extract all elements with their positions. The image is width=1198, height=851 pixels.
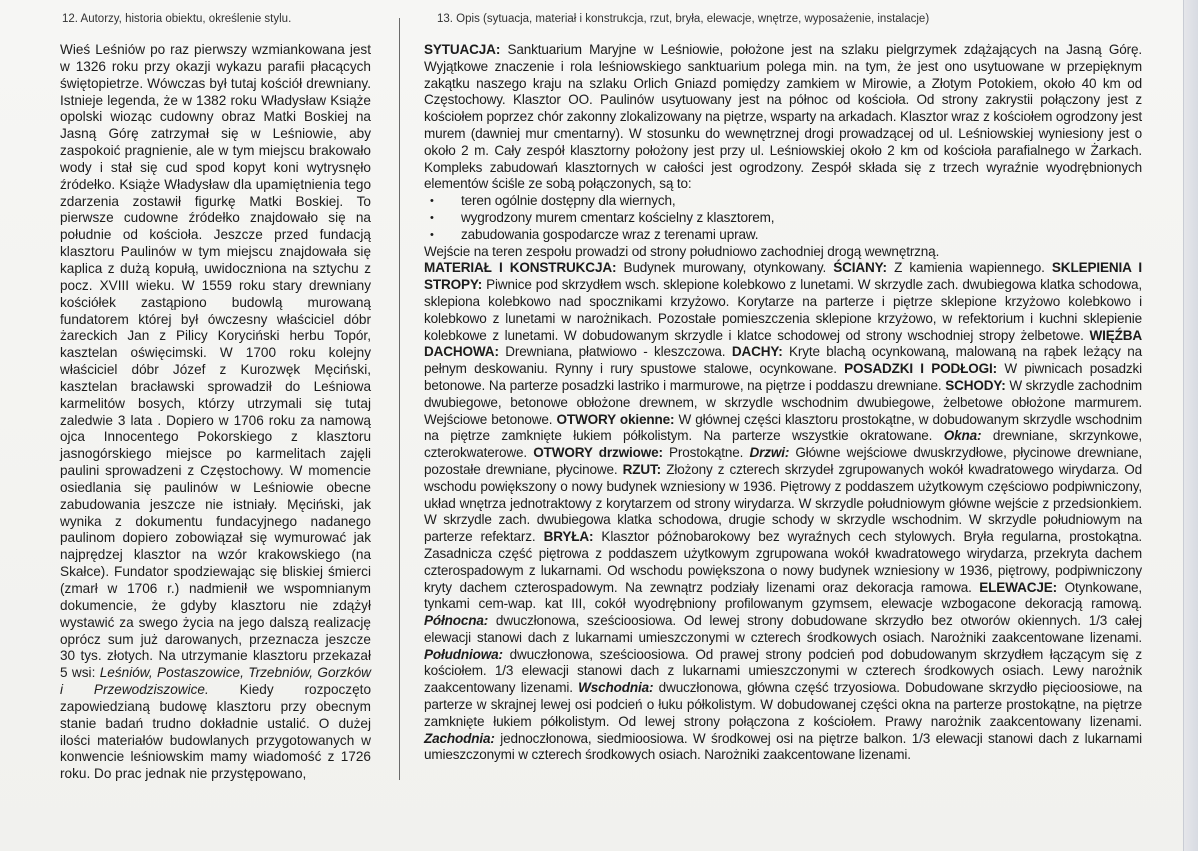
list-item: • wygrodzony murem cmentarz kościelny z klasztorem,: [424, 210, 1142, 227]
situation-paragraph: SYTUACJA: Sanktuarium Maryjne w Leśniowie, położone jest na szlaku pielgrzymek zdążających na Jasną Górę. Wyjątkowe znaczenie i rola leśniowskiego sanktuarium polega min. na tym, że jest ono usytuowane w przepięknym zakątku naszego kraju na szlaku Orlich Gniazd pomiędzy zamkiem w Mirowie, a Złotym Potokiem, około 40 km od Częstochowy. Klasztor OO. Paulinów usytuowany jest na północ od kościoła. Od strony zakrystii połączony jest z kościołem poprzez chór zakonny zlokalizowany na piętrze, wsparty na arkadach. Klasztor wraz z kościołem ogrodzony jest murem (dawniej mur cmentarny). W stosunku do wewnętrznej drogi prowadzącej od ul. Leśniowskiej wyniesiony jest o około 2 m. Cały zespół klasztorny położony jest przy ul. Leśniowskiej około 2 km od kościoła parafialnego w Żarkach. Kompleks zabudowań klasztornych w całości jest ogrodzony. Zespół składa się z trzech wyraźnie wyodrębnionych elementów ściśle ze sobą połączonych, są to:: [424, 42, 1142, 192]
left-column-text: [60, 42, 371, 783]
entrance-line: Wejście na teren zespołu prowadzi od strony południowo zachodniej drogą wewnętrzną.: [424, 243, 940, 259]
construction-paragraph: MATERIAŁ I KONSTRUKCJA: Budynek murowany, otynkowany. ŚCIANY: Z kamienia wapiennego. SKLEPIENIA I STROPY: Piwnice pod skrzydłem wsch. sklepione kolebkowo z lunetami. W skrzydle zach. dwubiegowa klatka schodowa, sklepiona kolebkowo nad spocznikami krzyżowo. Korytarze na parterze i piętrze sklepione krzyżowo kolebkowo i kolebkowo z lunetami w narożnikach. Pozostałe pomieszczenia sklepione krzyżowo, w refektorium i kuchni sklepienie kolebkowe z lunetami. W dobudowanym skrzydle i klatce schodowej od strony wschodniej stropy żelbetowe. WIĘŹBA DACHOWA: Drewniana, płatwiowo - kleszczowa. DACHY: Kryte blachą ocynkowaną, malowaną na rąbek leżący na pełnym deskowaniu. Rynny i rury spustowe stalowe, ocynkowane. POSADZKI I PODŁOGI: W piwnicach posadzki betonowe. Na parterze posadzki lastriko i marmurowe, na piętrze i poddaszu drewniane. SCHODY: W skrzydle zachodnim dwubiegowe, betonowe obłożone drewnem, w skrzydle wschodnim dwubiegowe, żelbetowe obłożone marmurem. Wejściowe betonowe. OTWORY okienne: W głównej części klasztoru prostokątne, w dobudowanym skrzydle wschodnim na piętrze zamknięte łukiem półkolistym. Na parterze wszystkie okratowane. Okna: drewniane, skrzynkowe, czterokwaterowe. OTWORY drzwiowe: Prostokątne. Drzwi: Główne wejściowe dwuskrzydłowe, płycinowe drewniane, pozostałe drewniane, płycinowe. RZUT: Złożony z czterech skrzydeł zgrupowanych wokół kwadratowego wirydarza. Od wschodu powiększony o nowy budynek wzniesiony w 1936. Piętrowy z poddaszem użytkowym częściowo podpiwniczony, układ wnętrza jednotraktowy z korytarzem od strony wirydarza. W skrzydle południowym główne wejście z przedsionkiem. W skrzydle zach. dwubiegowa klatka schodowa, drugie schody w skrzydle wschodnim. W skrzydle południowym na parterze refektarz. BRYŁA: Klasztor późnobarokowy bez wyraźnych cech stylowych. Bryła regularna, prostokątna. Zasadnicza część piętrowa z poddaszem użytkowym zgrupowana wokół kwadratowego wirydarza, przekryta dachem czterospadowym z lukarnami. Od wschodu powiększona o nowy budynek wzniesiony w 1936, piętrowy, podpiwniczony kryty dachem czterospadowym. Na zewnątrz podziały lizenami oraz dekoracja ramowa. ELEWACJE: Otynkowane, tynkami cem-wap. kat III, cokół wyodrębniony profilowanym gzymsem, elewacje wzbogacone dekoracją ramową. Północna: dwuczłonowa, sześcioosiowa. Od lewej strony dobudowane skrzydło bez otworów okiennych. 1/3 całej elewacji stanowi dach z lukarnami umieszczonymi w czterech środkowych osiach. Narożniki zaakcentowane lizenami. Południowa: dwuczłonowa, sześcioosiowa. Od prawej strony podcień pod dobudowanym skrzydłem łączącym się z kościołem. 1/3 elewacji stanowi dach z lukarnami umieszczonymi w czterech środkowych osiach. Lewy narożnik zaakcentowany lizenami. Wschodnia: dwuczłonowa, główna część trzyosiowa. Dobudowane skrzydło pięcioosiowe, na parterze w skrajnej lewej osi podcień o łuku półkolistym. W dobudowanej części okna na parterze prostokątne, na piętrze zamknięte łukiem półkolistym. Od lewej strony połączona z kościołem. Prawy narożnik zaakcentowany lizenami. Zachodnia: jednoczłonowa, siedmioosiowa. W środkowej osi na piętrze balkon. 1/3 elewacji stanowi dach z lukarnami umieszczonymi w czterech środkowych osiach. Narożniki zaakcentowane lizenami.: [424, 260, 1143, 763]
column-divider: [399, 18, 400, 780]
page-edge: [1183, 0, 1198, 851]
history-paragraph: Wieś Leśniów po raz pierwszy wzmiankowana jest w 1326 roku przy okazji wykazu parafii płacących świętopietrze. Wówczas był tutaj kościół drewniany. Istnieje legenda, że w 1382 roku Władysław Książe opolski wioząc cudowny obraz Matki Boskiej na Jasną Górę zatrzymał się w Leśniowie, aby zaspokoić pragnienie, ale w tym miejscu brakowało wody i stał się cud spod kopyt koni wytrysnęło źródełko. Książe Władysław dla upamiętnienia tego zdarzenia zostawił figurkę Matki Boskiej. To pierwsze cudowne źródełko znajdowało się na południe od kościoła. Jeszcze przed fundacją klasztoru Paulinów w tym miejscu znajdowała się kaplica z dużą kopułą, uwidoczniona na sztychu z pocz. XVIII wieku. W 1559 roku stary drewniany kościółek zastąpiono budowlą murowaną fundatorem której był ówczesny właściciel dóbr żareckich Jan z Pilicy Koryciński herbu Topór, kasztelan oświęcimski. W 1700 roku kolejny właściciel dóbr Józef z Kurozwęk Męciński, kasztelan bracławski sprowadził do Leśniowa karmelitów bosych, którzy utrzymali się tutaj zaledwie 3 lata . Dopiero w 1706 roku za namową ojca Innocentego Pokorskiego z klasztoru jasnogórskiego miejsce po karmelitach zajęli paulini sprowadzeni z Częstochowy. W momencie osiedlania się paulinów w Leśniowie obecne zabudowania jeszcze nie istniały. Męciński, jak wynika z dokumentu fundacyjnego nadanego paulinom dopiero zobowiązał się wymurować jak najprędzej klasztor na wzór krakowskiego (na Skałce). Fundator spodziewając się bliskiej śmierci (zmarł w 1706 r.) nadmienił we wspomnianym dokumencie, że gdyby klasztoru nie zdążył wystawić za swego życia na jego dalszą realizację oprócz sum już darowanych, przeznacza jeszcze 30 tys. złotych. Na utrzymanie klasztoru przekazał 5 wsi: Leśniów, Postaszowice, Trzebniów, Gorzków i Przewodziszowice. Kiedy rozpoczęto zapowiedzianą budowę klasztoru przy obecnym stanie badań trudno dokładnie ustalić. O dużej ilości materiałów budowlanych przygotowanych w konwencie leśniowskim mamy wiadomość z 1726 roku. Do prac jednak nie przystępowano,: [60, 42, 372, 782]
label-sytuacja: SYTUACJA:: [424, 42, 501, 57]
right-column-text: [424, 42, 1142, 764]
list-item: • zabudowania gospodarcze wraz z terenami upraw.: [424, 227, 1142, 244]
header-right: 13. Opis (sytuacja, materiał i konstrukcja, rzut, bryła, elewacje, wnętrze, wyposażenie, instalacje): [437, 13, 930, 25]
header-left: 12. Autorzy, historia obiektu, określenie stylu.: [62, 13, 292, 25]
list-item: • teren ogólnie dostępny dla wiernych,: [424, 193, 1142, 210]
elements-list: [424, 193, 1142, 243]
villages-list: Leśniów, Postaszowice, Trzebniów, Gorzków i Przewodziszowice.: [60, 665, 371, 698]
